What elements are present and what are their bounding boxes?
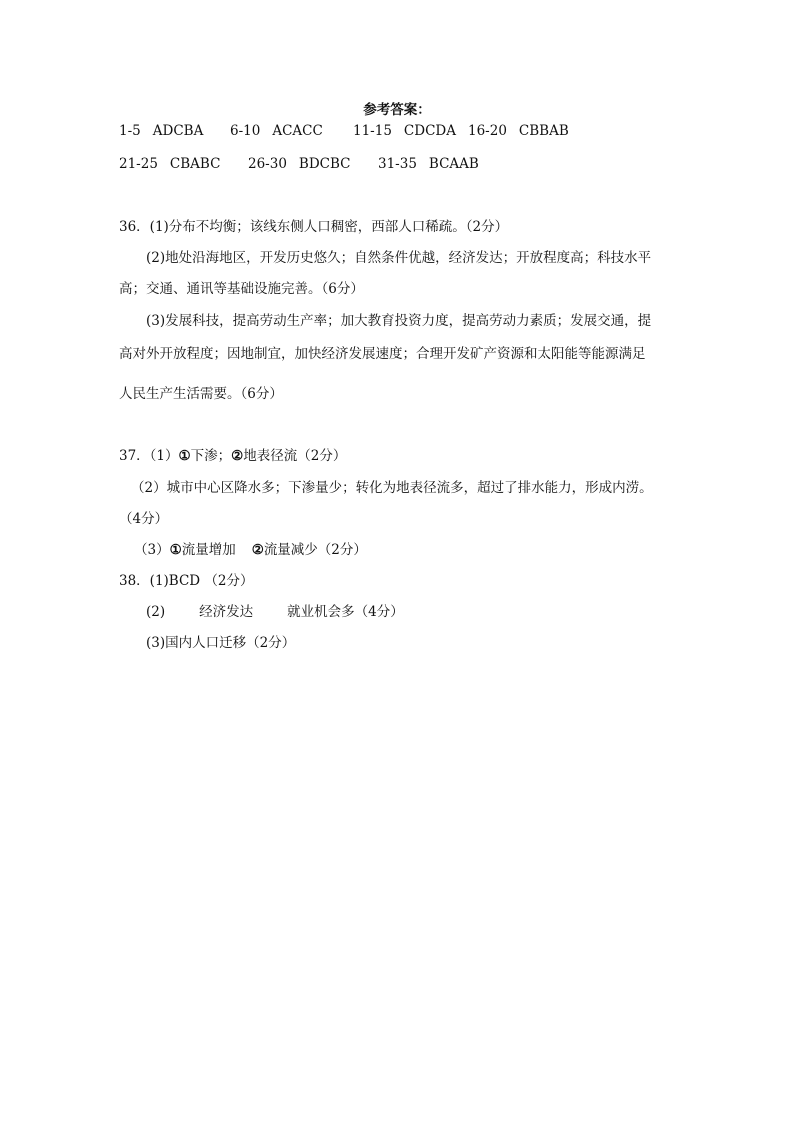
mc-answers: CBBAB — [518, 123, 569, 139]
mc-range: 11-15 — [353, 123, 392, 139]
mc-answers: ADCBA — [152, 123, 204, 139]
mc-item — [353, 121, 456, 141]
q37-line-2: （2）城市中心区降水多；下渗量少；转化为地表径流多，超过了排水能力，形成内涝。 — [131, 480, 653, 496]
mc-answers: BDCBC — [298, 156, 351, 172]
mc-range: 21-25 — [119, 156, 158, 172]
mc-item — [248, 154, 351, 174]
mc-answers: CBABC — [169, 156, 221, 172]
q36-line-5: 高对外开放程度；因地制宜，加快经济发展速度；合理开发矿产资源和太阳能等能源满足 — [119, 346, 646, 362]
mc-item — [119, 154, 220, 174]
q37-line-4 — [134, 540, 367, 560]
circled-one-marker: ① — [169, 542, 182, 558]
page-title: 参考答案： — [363, 102, 431, 118]
mc-answers: ACACC — [272, 123, 323, 139]
q36-line-3: 高；交通、通讯等基础设施完善。（6分） — [119, 281, 364, 297]
mc-item — [378, 154, 479, 174]
q37-prefix: （3） — [134, 542, 170, 558]
mc-range: 16-20 — [468, 123, 507, 139]
q36-line-4: (3)发展科技，提高劳动生产率；加大教育投资力度，提高劳动力素质；发展交通，提 — [146, 313, 652, 329]
circled-one-marker: ① — [178, 448, 191, 464]
q38-prefix: (2) — [146, 604, 166, 620]
q38-line-1: 38．(1)BCD （2分） — [119, 573, 254, 589]
mc-item — [230, 121, 323, 141]
q36-line-6: 人民生产生活需要。（6分） — [119, 386, 283, 402]
q38-answer-a: 经济发达 — [199, 604, 254, 620]
mc-item — [468, 121, 569, 141]
q38-answer-b: 就业机会多（4分） — [287, 604, 404, 620]
mc-range: 6-10 — [230, 123, 261, 139]
mc-item — [119, 121, 203, 141]
mc-range: 1-5 — [119, 123, 141, 139]
q37-answer-a: 流量增加 — [181, 542, 236, 558]
q38-line-2 — [146, 602, 404, 622]
mc-range: 26-30 — [248, 156, 287, 172]
q37-answer-b: 流量减少（2分） — [263, 542, 367, 558]
q36-line-2: (2)地处沿海地区，开发历史悠久；自然条件优越，经济发达；开放程度高；科技水平 — [146, 250, 652, 266]
mc-range: 31-35 — [378, 156, 417, 172]
q37-line-1 — [119, 446, 346, 466]
mc-answers: CDCDA — [403, 123, 456, 139]
q37-prefix: 37．（1） — [119, 448, 179, 464]
q37-answer-b: 地表径流（2分） — [243, 448, 347, 464]
circled-two-marker: ② — [231, 448, 244, 464]
circled-two-marker: ② — [251, 542, 264, 558]
mc-answers: BCAAB — [428, 156, 479, 172]
q37-line-3: （4分） — [119, 511, 169, 527]
q37-answer-a: 下渗； — [190, 448, 232, 464]
q38-line-3: (3)国内人口迁移（2分） — [146, 635, 296, 651]
q36-line-1: 36．(1)分布不均衡；该线东侧人口稠密，西部人口稀疏。（2分） — [119, 219, 509, 235]
